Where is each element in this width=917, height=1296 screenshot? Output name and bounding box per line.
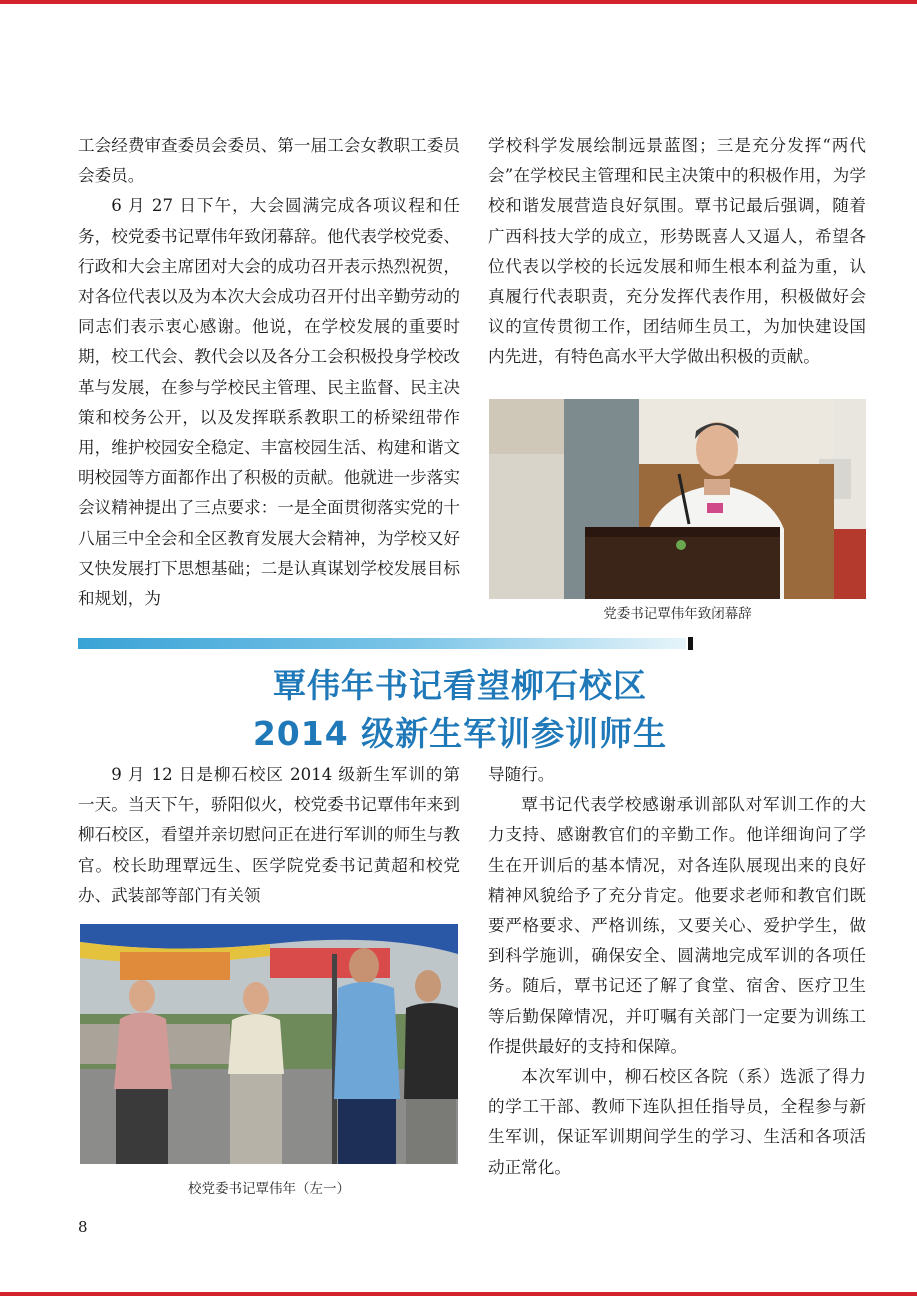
paragraph: 导随行。 xyxy=(488,765,555,784)
paragraph: 本次军训中，柳石校区各院（系）选派了得力的学工干部、教师下连队担任指导员，全程参与新生军训，保证军训期间学生的学习、生活和各项活动正常化。 xyxy=(488,1067,866,1177)
headline-line-1: 覃伟年书记看望柳石校区 xyxy=(273,666,647,705)
top-red-rule xyxy=(0,0,917,4)
headline-line-2: 2014 级新生军训参训师生 xyxy=(252,714,668,753)
page-number: 8 xyxy=(78,1218,88,1236)
paragraph: 学校科学发展绘制远景蓝图；三是充分发挥“两代会”在学校民主管理和民主决策中的积极作用，为学校和谐发展营造良好氛围。覃书记最后强调，随着广西科技大学的成立，形势既喜人又逼人，希望各位代表以学校的长远发展和师生根本利益为重，认真履行代表职责，充分发挥代表作用，积极做好会议的宣传贯彻工作，团结师生员工，为加快建设国内先进，有特色高水平大学做出积极的贡献。 xyxy=(488,136,866,367)
section-divider-bar xyxy=(78,638,686,649)
paragraph: 工会经费审查委员会委员、第一届工会女教职工委员会委员。 xyxy=(78,136,460,186)
paragraph: 9 月 12 日是柳石校区 2014 级新生军训的第一天。当天下午，骄阳似火，校党委书记覃伟年来到柳石校区，看望并亲切慰问正在进行军训的师生与教官。校长助理覃远生、医学院党委书记黄超和校党办、武装部等部门有关领 xyxy=(78,765,460,905)
article-bottom-right-column xyxy=(488,760,866,1183)
article-top-left-column xyxy=(78,131,460,614)
photo-caption: 党委书记覃伟年致闭幕辞 xyxy=(603,606,752,622)
speaker-at-podium-illustration xyxy=(489,399,866,599)
group-visit-illustration xyxy=(80,924,458,1164)
paragraph: 覃书记代表学校感谢承训部队对军训工作的大力支持、感谢教官们的辛勤工作。他详细询问了学生在开训后的基本情况，对各连队展现出来的良好精神风貌给予了充分肯定。他要求老师和教官们既要严格要求、严格训练，又要关心、爱护学生，做到科学施训，确保安全、圆满地完成军训的各项任务。随后，覃书记还了解了食堂、宿舍、医疗卫生等后勤保障情况，并叮嘱有关部门一定要为训练工作提供最好的支持和保障。 xyxy=(488,795,866,1056)
article-top-right-column xyxy=(488,131,866,373)
section-divider-end-mark xyxy=(688,637,693,650)
article-bottom-left-column xyxy=(78,760,460,911)
photo-caption: 校党委书记覃伟年（左一） xyxy=(188,1181,350,1197)
photo-training-visit xyxy=(80,924,458,1164)
paragraph: 6 月 27 日下午，大会圆满完成各项议程和任务，校党委书记覃伟年致闭幕辞。他代表学校党委、行政和大会主席团对大会的成功召开表示热烈祝贺，对各位代表以及为本次大会成功召开付出辛勤劳动的同志们表示衷心感谢。他说，在学校发展的重要时期，校工代会、教代会以及各分工会积极投身学校改革与发展，在参与学校民主管理、民主监督、民主决策和校务公开，以及发挥联系教职工的桥梁纽带作用，维护校园安全稳定、丰富校园生活、构建和谐文明校园等方面都作出了积极的贡献。他就进一步落实会议精神提出了三点要求：一是全面贯彻落实党的十八届三中全会和全区教育发展大会精神，为学校又好又快发展打下思想基础；二是认真谋划学校发展目标和规划，为 xyxy=(78,196,460,609)
photo-closing-speech xyxy=(489,399,866,599)
bottom-red-rule xyxy=(0,1292,917,1296)
